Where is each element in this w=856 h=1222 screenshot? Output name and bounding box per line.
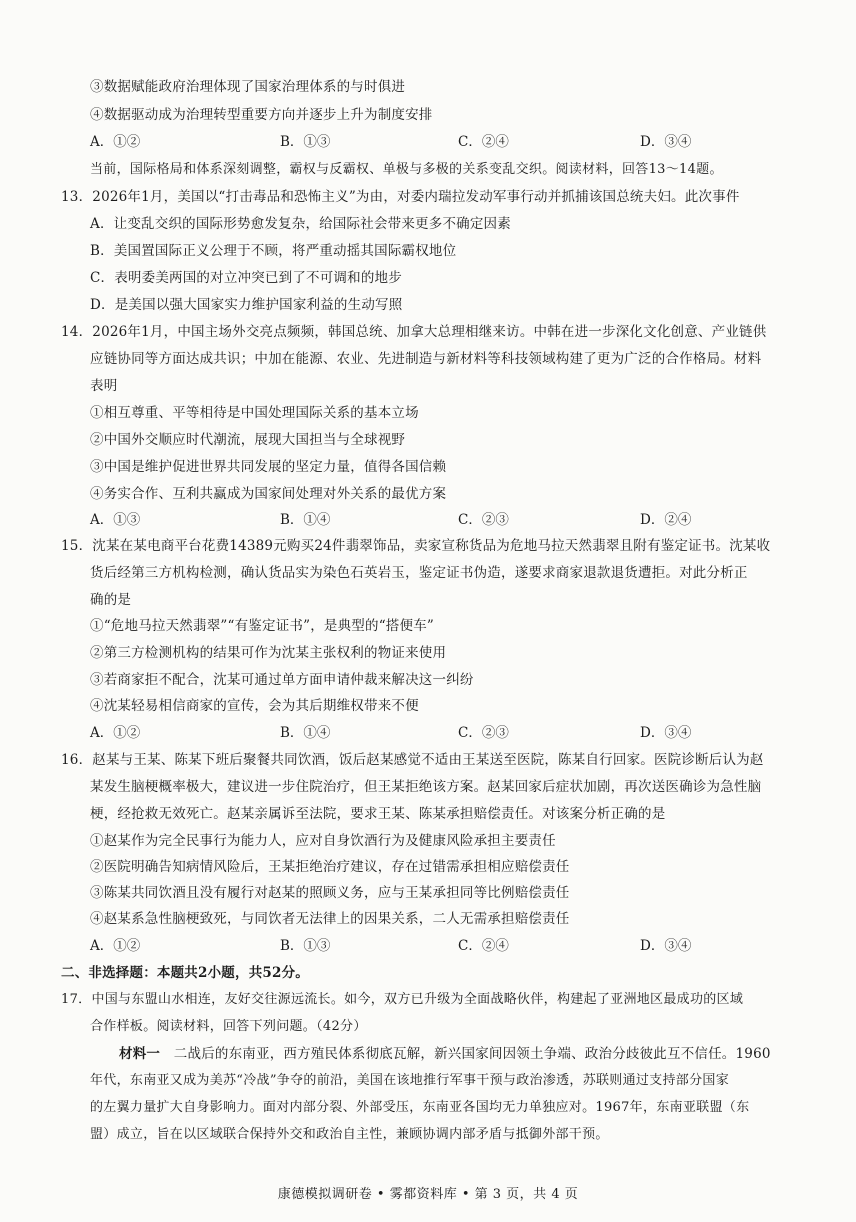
text-line: 16．赵某与王某、陈某下班后聚餐共同饮酒，饭后赵某感觉不适由王某送至医院，陈某自行回家。医院诊断后认为赵: [61, 752, 764, 768]
text-line: ②第三方检测机构的结果可作为沈某主张权利的物证来使用: [90, 645, 447, 661]
text-line: ③中国是维护促进世界共同发展的坚定力量，值得各国信赖: [90, 459, 447, 475]
option-a: A．①③: [90, 512, 141, 528]
material-line: [119, 1045, 771, 1063]
option-d: D．③④: [640, 725, 692, 741]
option-a: A．①②: [90, 938, 141, 954]
text-line: 确的是: [90, 592, 132, 608]
text-line: ③数据赋能政府治理体现了国家治理体系的与时俱进: [90, 79, 406, 95]
option-b: B．①④: [280, 725, 331, 741]
option-c: C．②④: [458, 134, 509, 150]
text-line: 当前，国际格局和体系深刻调整，霸权与反霸权、单极与多极的关系变乱交织。阅读材料，回答13～14题。: [90, 162, 723, 177]
text-line: ②中国外交顺应时代潮流，展现大国担当与全球视野: [90, 432, 406, 448]
options-row: [0, 511, 856, 529]
text-line: ③若商家拒不配合，沈某可通过单方面申请仲裁来解决这一纠纷: [90, 672, 474, 688]
text-line: ①赵某作为完全民事行为能力人，应对自身饮酒行为及健康风险承担主要责任: [90, 833, 556, 849]
text-line: 应链协同等方面达成共识；中加在能源、农业、先进制造与新材料等科技领域构建了更为广泛的合作格局。材料: [90, 351, 762, 367]
option-d: D．②④: [640, 512, 692, 528]
text-line: 合作样板。阅读材料，回答下列问题。（42分）: [90, 1019, 367, 1034]
text-line: 17．中国与东盟山水相连，友好交往源远流长。如今，双方已升级为全面战略伙伴，构建起了亚洲地区最成功的区域: [61, 992, 744, 1007]
option-d: D．③④: [640, 938, 692, 954]
text-line: A．让变乱交织的国际形势愈发复杂，给国际社会带来更多不确定因素: [90, 216, 511, 232]
text-line: 盟）成立，旨在以区域联合保持外交和政治自主性，兼顾协调内部矛盾与抵御外部干预。: [90, 1127, 609, 1142]
text-line: 的左翼力量扩大自身影响力。面对内部分裂、外部受压，东南亚各国均无力单独应对。1967年，东南亚联盟（东: [90, 1100, 750, 1115]
page-footer: 康德模拟调研卷 • 雾都资料库 • 第 3 页，共 4 页: [277, 1187, 579, 1202]
text-line: 表明: [90, 378, 118, 394]
text-line: 年代，东南亚又成为美苏“冷战”争夺的前沿，美国在该地推行军事干预与政治渗透，苏联则通过支持部分国家: [90, 1073, 729, 1088]
option-c: C．②④: [458, 938, 509, 954]
option-c: C．②③: [458, 725, 509, 741]
text-line: 某发生脑梗概率极大，建议进一步住院治疗，但王某拒绝该方案。赵某回家后症状加剧，再次送医确诊为急性脑: [90, 779, 762, 795]
option-c: C．②③: [458, 512, 509, 528]
text-line: B．美国置国际正义公理于不顾，将严重动摇其国际霸权地位: [90, 243, 457, 259]
text-line: 货后经第三方机构检测，确认货品实为染色石英岩玉，鉴定证书伪造，遂要求商家退款退货遭拒。对此分析正: [90, 565, 748, 581]
text-line: ④务实合作、互利共赢成为国家间处理对外关系的最优方案: [90, 486, 447, 502]
options-row: [0, 937, 856, 955]
option-a: A．①②: [90, 134, 141, 150]
option-a: A．①②: [90, 725, 141, 741]
option-b: B．①④: [280, 512, 331, 528]
text-line: ①相互尊重、平等相待是中国处理国际关系的基本立场: [90, 405, 419, 421]
text-line: 15．沈某在某电商平台花费14389元购买24件翡翠饰品，卖家宣称货品为危地马拉天然翡翠且附有鉴定证书。沈某收: [61, 538, 771, 554]
option-b: B．①③: [280, 938, 331, 954]
text-line: 梗，经抢救无效死亡。赵某亲属诉至法院，要求王某、陈某承担赔偿责任。对该案分析正确的是: [90, 806, 666, 822]
text-line: ④沈某轻易相信商家的宣传，会为其后期维权带来不便: [90, 698, 419, 714]
options-row: [0, 724, 856, 742]
text-line: C．表明委美两国的对立冲突已到了不可调和的地步: [90, 270, 402, 286]
options-row: [0, 133, 856, 151]
option-b: B．①③: [280, 134, 331, 150]
text-line: ①“危地马拉天然翡翠”“有鉴定证书”，是典型的“搭便车”: [90, 618, 435, 634]
text-line: ④赵某系急性脑梗致死，与同饮者无法律上的因果关系，二人无需承担赔偿责任: [90, 911, 570, 927]
text-line: D．是美国以强大国家实力维护国家利益的生动写照: [90, 297, 403, 313]
text-line: ④数据驱动成为治理转型重要方向并逐步上升为制度安排: [90, 107, 433, 123]
text-line: ②医院明确告知病情风险后，王某拒绝治疗建议，存在过错需承担相应赔偿责任: [90, 859, 570, 875]
text-line: 13．2026年1月，美国以“打击毒品和恐怖主义”为由，对委内瑞拉发动军事行动并抓捕该国总统夫妇。此次事件: [61, 189, 740, 205]
material-text: 二战后的东南亚，西方殖民体系彻底瓦解，新兴国家间因领土争端、政治分歧彼此互不信任。1960: [160, 1046, 771, 1062]
text-line: 14．2026年1月，中国主场外交亮点频频，韩国总统、加拿大总理相继来访。中韩在进一步深化文化创意、产业链供: [61, 324, 767, 340]
section-heading: 二、非选择题：本题共2小题，共52分。: [61, 965, 309, 981]
option-d: D．③④: [640, 134, 692, 150]
material-title: 材料一: [119, 1046, 161, 1062]
text-line: ③陈某共同饮酒且没有履行对赵某的照顾义务，应与王某承担同等比例赔偿责任: [90, 885, 570, 901]
